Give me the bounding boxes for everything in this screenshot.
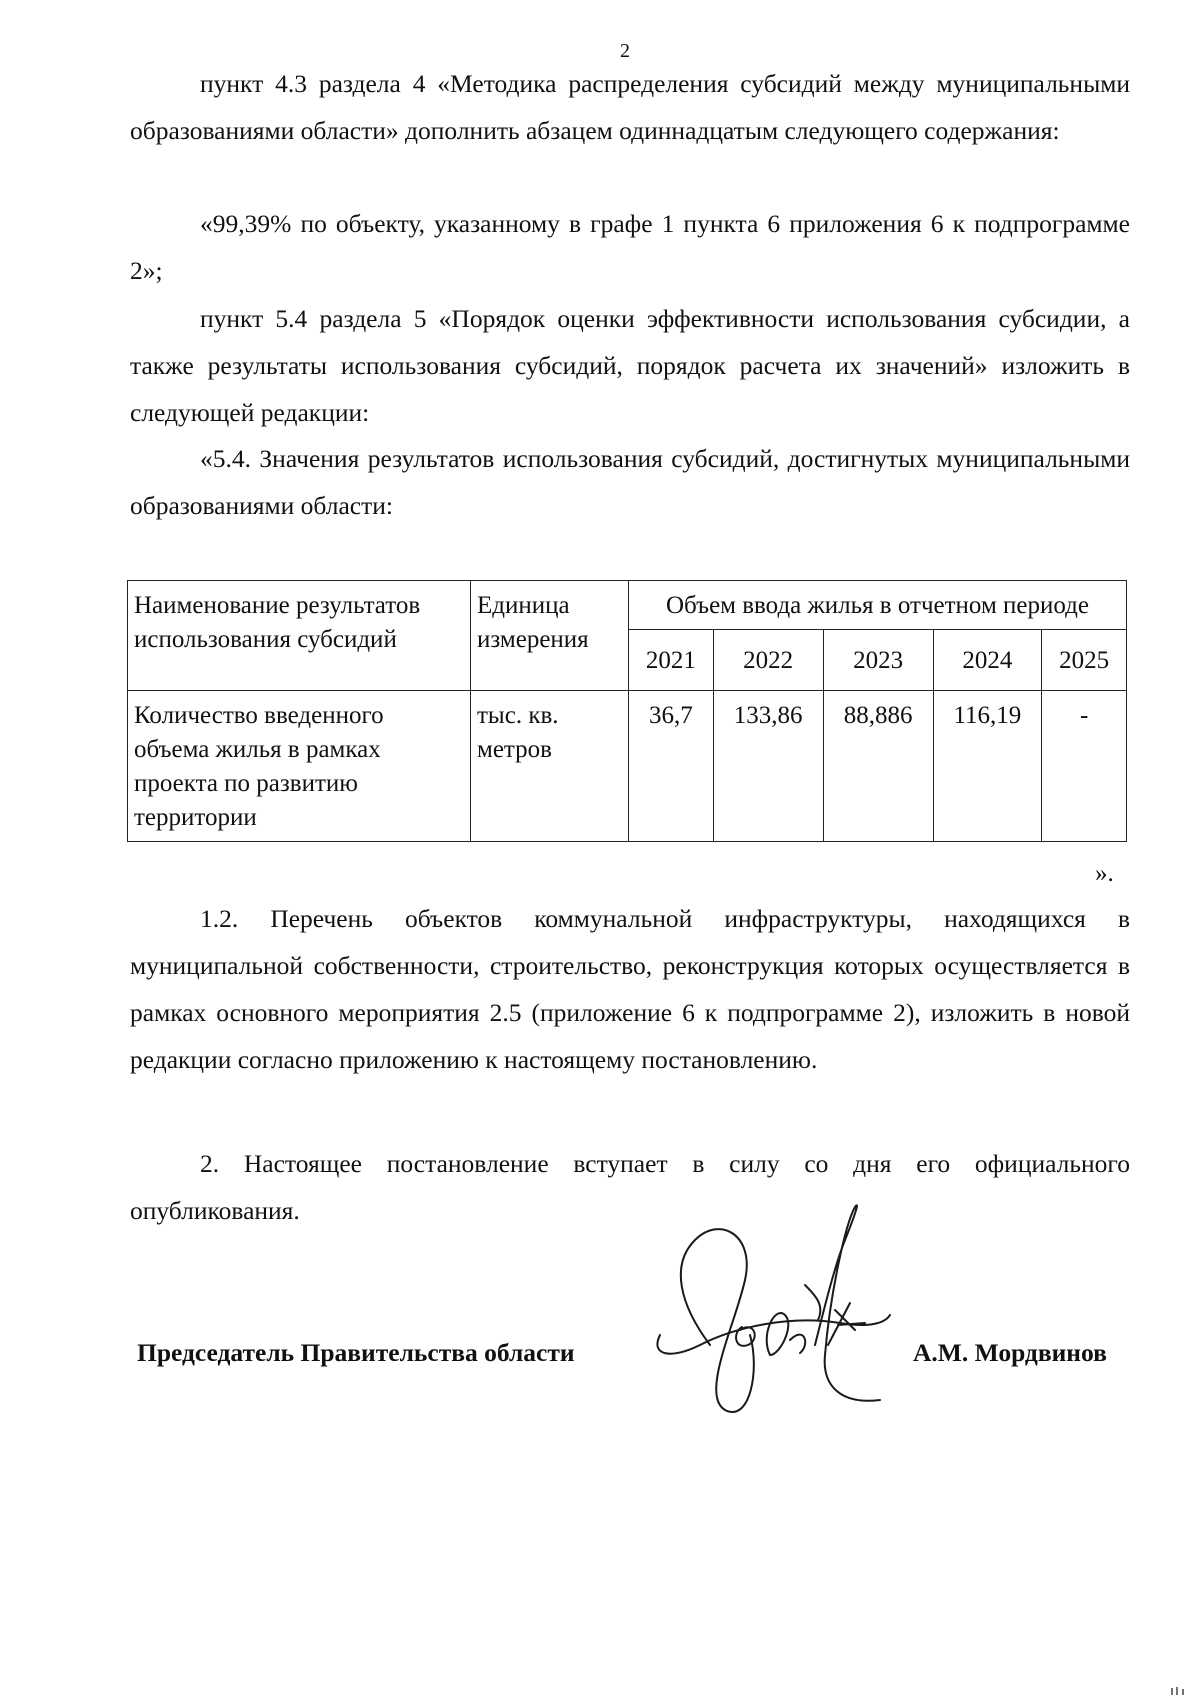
- row-unit: тыс. кв. метров: [471, 691, 629, 842]
- paragraph-item-2: 2. Настоящее постановление вступает в силу со дня его официального опубликования.: [130, 1149, 1130, 1225]
- header-period: Объем ввода жилья в отчетном периоде: [629, 581, 1127, 630]
- header-unit: Единица измерения: [471, 581, 629, 691]
- scan-edge-mark: [1170, 1685, 1190, 1695]
- header-result-name: Наименование результатов использования субсидий: [128, 581, 471, 691]
- paragraph-item-1-2: 1.2. Перечень объектов коммунальной инфраструктуры, находящихся в муниципальной собственности, строительство, реконструкция которых осуществляется в рамках основного мероприятия 2.5 (приложение 6 к подпрограмме 2), изложить в новой редакции согласно приложению к настоящему постановлению.: [130, 904, 1130, 1074]
- results-table: [127, 580, 1127, 842]
- table-header-row: [128, 581, 1127, 630]
- signatory-name: А.М. Мордвинов: [913, 1338, 1107, 1367]
- row-result-name: Количество введенного объема жилья в рамках проекта по развитию территории: [128, 691, 471, 842]
- handwritten-signature: [640, 1195, 900, 1425]
- header-year: 2024: [933, 630, 1042, 691]
- paragraph-amendment-5-4: пункт 5.4 раздела 5 «Порядок оценки эффективности использования субсидии, а также результаты использования субсидий, порядок расчета их значений» изложить в следующей редакции:: [130, 304, 1130, 427]
- signatory-title: Председатель Правительства области: [137, 1338, 575, 1367]
- paragraph-results-intro: «5.4. Значения результатов использования субсидий, достигнутых муниципальными образованиями области:: [130, 444, 1130, 520]
- row-value: 116,19: [933, 691, 1042, 842]
- header-year: 2025: [1042, 630, 1127, 691]
- row-value: 36,7: [629, 691, 714, 842]
- header-year: 2022: [713, 630, 823, 691]
- header-year: 2021: [629, 630, 714, 691]
- page-number: 2: [620, 40, 630, 62]
- closing-quote: ».: [1095, 860, 1114, 887]
- paragraph-quote-99-39: «99,39% по объекту, указанному в графе 1 пункта 6 приложения 6 к подпрограмме 2»;: [130, 209, 1130, 285]
- header-year: 2023: [823, 630, 933, 691]
- table-row: [128, 691, 1127, 842]
- paragraph-amendment-4-3: пункт 4.3 раздела 4 «Методика распределения субсидий между муниципальными образованиями области» дополнить абзацем одиннадцатым следующего содержания:: [130, 69, 1130, 145]
- row-value: -: [1042, 691, 1127, 842]
- row-value: 133,86: [713, 691, 823, 842]
- row-value: 88,886: [823, 691, 933, 842]
